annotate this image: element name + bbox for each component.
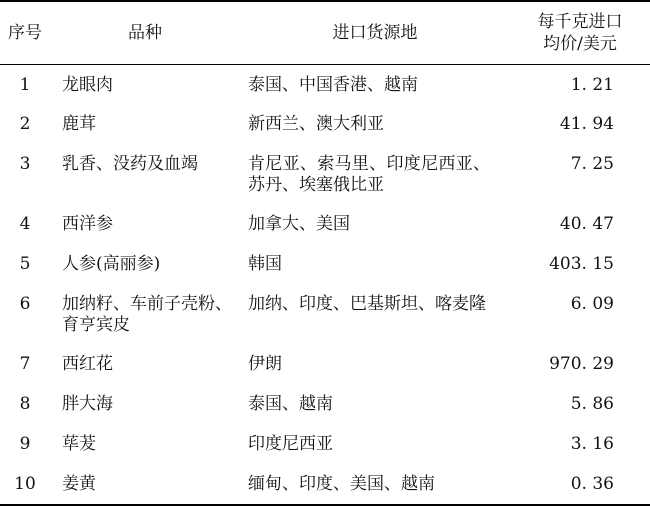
table-body — [0, 65, 650, 505]
header-price-line2: 均价/美元 — [543, 34, 617, 54]
row-origin: 韩国 — [248, 253, 282, 274]
header-row — [0, 1, 650, 65]
table-row — [0, 425, 650, 465]
header-price — [510, 1, 650, 65]
header-price-line1: 每千克进口 — [537, 12, 623, 32]
table-header — [0, 1, 650, 65]
row-variety: 胖大海 — [62, 393, 113, 414]
row-index: 8 — [19, 393, 31, 414]
table-row — [0, 145, 650, 205]
header-origin: 进口货源地 — [240, 1, 510, 65]
row-price: 403. 15 — [549, 253, 614, 274]
header-variety: 品种 — [50, 1, 240, 65]
row-index: 4 — [19, 213, 31, 234]
row-variety: 西洋参 — [62, 213, 113, 234]
row-price: 5. 86 — [570, 393, 614, 414]
row-variety: 龙眼肉 — [62, 75, 113, 95]
row-variety: 姜黄 — [50, 465, 240, 505]
table-row — [0, 465, 650, 505]
row-origin: 新西兰、澳大利亚 — [248, 113, 384, 134]
row-variety: 人参(高丽参) — [62, 253, 161, 274]
row-variety: 乳香、没药及血竭 — [62, 153, 198, 174]
row-origin: 肯尼亚、索马里、印度尼西亚、苏丹、埃塞俄比亚 — [248, 153, 490, 195]
table-row — [0, 385, 650, 425]
row-price: 3. 16 — [570, 433, 614, 454]
row-variety: 西红花 — [62, 353, 113, 374]
row-origin: 印度尼西亚 — [248, 433, 333, 454]
row-origin: 泰国、越南 — [248, 393, 333, 414]
row-index: 3 — [19, 153, 31, 174]
row-index: 9 — [19, 433, 31, 454]
row-price: 6. 09 — [570, 293, 614, 314]
row-origin: 伊朗 — [248, 353, 282, 374]
table-row — [0, 245, 650, 285]
row-price: 41. 94 — [559, 113, 614, 134]
row-index: 5 — [19, 253, 31, 274]
row-origin: 加拿大、美国 — [248, 213, 350, 234]
header-index: 序号 — [0, 1, 50, 65]
row-price: 40. 47 — [559, 213, 614, 234]
row-origin: 加纳、印度、巴基斯坦、喀麦隆 — [248, 293, 486, 314]
row-index: 1 — [19, 75, 31, 95]
row-origin: 泰国、中国香港、越南 — [248, 75, 418, 95]
row-index: 10 — [0, 465, 50, 505]
table-row — [0, 285, 650, 345]
table-row — [0, 345, 650, 385]
row-price: 970. 29 — [549, 353, 614, 374]
row-price: 1. 21 — [570, 75, 614, 95]
table-row — [0, 105, 650, 145]
row-index: 6 — [19, 293, 31, 314]
row-variety: 鹿茸 — [62, 113, 96, 134]
table-row — [0, 65, 650, 105]
row-origin: 缅甸、印度、美国、越南 — [240, 465, 510, 505]
row-price: 7. 25 — [570, 153, 614, 174]
table-row — [0, 205, 650, 245]
row-index: 2 — [19, 113, 31, 134]
row-variety: 加纳籽、车前子壳粉、育亨宾皮 — [62, 293, 232, 335]
row-index: 7 — [19, 353, 31, 374]
row-price: 0. 36 — [510, 465, 650, 505]
row-variety: 荜茇 — [62, 433, 96, 454]
